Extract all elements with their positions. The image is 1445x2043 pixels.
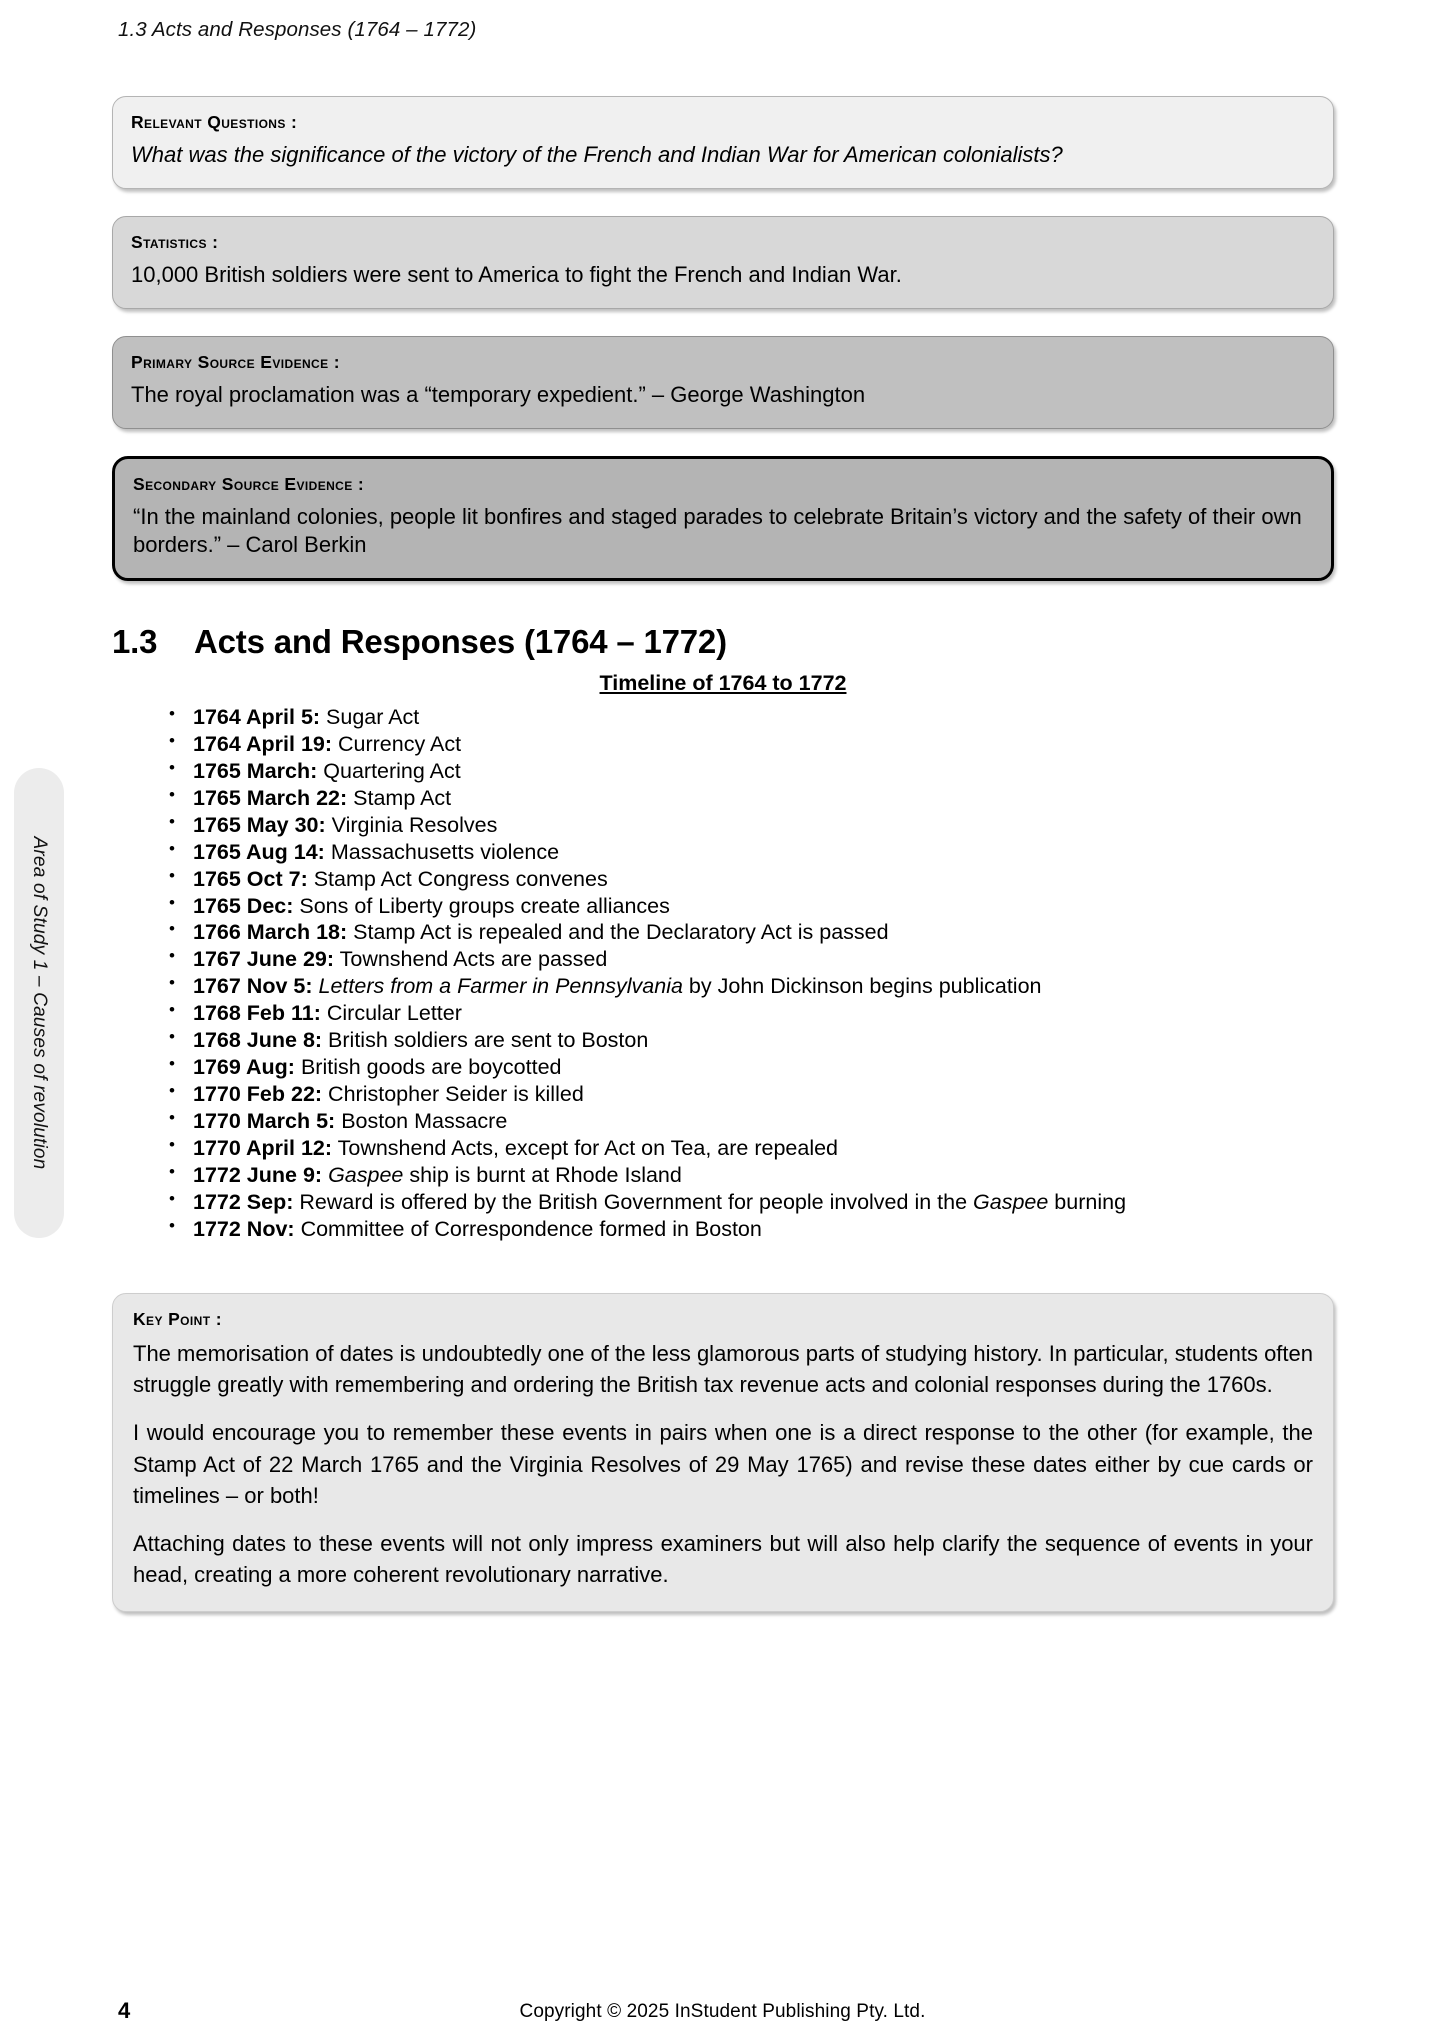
key-point-wrapper (112, 1293, 1334, 1612)
section-number: 1.3 (112, 622, 158, 660)
timeline-item (167, 893, 1334, 920)
timeline-item-text: Sugar Act (320, 704, 420, 729)
timeline-item-text: Reward is offered by the British Government for people involved in the Gaspee burning (293, 1189, 1127, 1214)
timeline-list (112, 704, 1334, 1243)
timeline-item (167, 1081, 1334, 1108)
key-point-paragraph-2: I would encourage you to remember these events in pairs when one is a direct response to the other (for example, the Stamp Act of 22 March 1765 and the Virginia Resolves of 29 May 1765) and revise these dates either by cue cards or timelines – or both! (133, 1420, 1313, 1508)
callout-primary-source-evidence (112, 336, 1334, 429)
timeline-title: Timeline of 1764 to 1772 (599, 670, 847, 695)
timeline-item (167, 812, 1334, 839)
timeline-item-text: British soldiers are sent to Boston (322, 1028, 649, 1053)
timeline-item-date: 1765 Dec: (193, 893, 294, 918)
callout-label-key-point: Key Point : (133, 1308, 222, 1329)
timeline-item (167, 919, 1334, 946)
timeline-item-text: Stamp Act Congress convenes (307, 866, 608, 891)
timeline-item-text: Gaspee ship is burnt at Rhode Island (328, 1162, 682, 1187)
timeline-item (167, 866, 1334, 893)
timeline-item (167, 946, 1334, 973)
area-of-study-side-tab (14, 768, 64, 1238)
callout-label-statistics: Statistics : (131, 231, 219, 252)
running-header: 1.3 Acts and Responses (1764 – 1772) (118, 18, 477, 41)
callout-body-relevant-questions: What was the significance of the victory of the French and Indian War for American colonialists? (131, 142, 1063, 168)
timeline-item-date: 1765 March: (193, 758, 318, 783)
timeline-item (167, 1000, 1334, 1027)
side-tab-label: Area of Study 1 – Causes of revolution (29, 836, 50, 1170)
timeline-item (167, 758, 1334, 785)
timeline-item-text: Committee of Correspondence formed in Boston (294, 1216, 762, 1241)
timeline-item-date: 1770 April 12: (193, 1135, 333, 1160)
section-title: Acts and Responses (1764 – 1772) (194, 622, 727, 660)
timeline-item (167, 731, 1334, 758)
timeline-item-date: 1769 Aug: (193, 1055, 295, 1080)
timeline-item (167, 839, 1334, 866)
timeline-item (167, 973, 1334, 1000)
key-point-paragraph-3: Attaching dates to these events will not only impress examiners but will also help clarify the sequence of events in your head, creating a more coherent revolutionary narrative. (133, 1531, 1313, 1588)
page-content (112, 96, 1334, 1639)
timeline-item-text: Massachusetts violence (324, 839, 560, 864)
timeline-item-date: 1765 May 30: (193, 812, 326, 837)
timeline-item-text: Sons of Liberty groups create alliances (293, 893, 670, 918)
timeline-item-text: Boston Massacre (335, 1109, 508, 1134)
callout-body-secondary-source-evidence: “In the mainland colonies, people lit bonfires and staged parades to celebrate Britain’s victory and the safety of their own borders.” – Carol Berkin (133, 503, 1302, 558)
timeline-item-date: 1772 Nov: (193, 1216, 295, 1241)
timeline-item (167, 785, 1334, 812)
callout-body-statistics: 10,000 British soldiers were sent to America to fight the French and Indian War. (131, 262, 902, 288)
timeline-item (167, 1027, 1334, 1054)
timeline-item (167, 1162, 1334, 1189)
callout-label-secondary-source-evidence: Secondary Source Evidence : (133, 473, 365, 494)
callout-key-point (112, 1293, 1334, 1612)
timeline-item-text: Currency Act (332, 731, 462, 756)
timeline-item-text: Virginia Resolves (325, 812, 498, 837)
timeline-item (167, 704, 1334, 731)
timeline-item (167, 1108, 1334, 1135)
timeline-item-text: Letters from a Farmer in Pennsylvania by John Dickinson begins publication (318, 974, 1042, 999)
callout-label-relevant-questions: Relevant Questions : (131, 112, 298, 132)
page-footer (0, 1998, 1445, 2028)
timeline-item (167, 1189, 1334, 1216)
timeline-item-date: 1765 Oct 7: (193, 866, 308, 891)
timeline-item-text: Townshend Acts are passed (334, 947, 608, 972)
callout-statistics (112, 216, 1334, 309)
timeline-item-date: 1767 June 29: (193, 947, 335, 972)
timeline-item-text: Quartering Act (317, 758, 461, 783)
callout-relevant-questions (112, 96, 1334, 189)
section-heading (112, 623, 1334, 661)
timeline-item-text: Townshend Acts, except for Act on Tea, are repealed (332, 1135, 839, 1160)
timeline-item-date: 1764 April 19: (193, 731, 333, 756)
timeline-item (167, 1216, 1334, 1243)
timeline-item-date: 1770 Feb 22: (193, 1082, 323, 1107)
timeline-item (167, 1135, 1334, 1162)
timeline-item-date: 1772 Sep: (193, 1189, 294, 1214)
page-number: 4 (118, 1998, 131, 2023)
timeline-item-date: 1768 June 8: (193, 1028, 323, 1053)
timeline-item-date: 1770 March 5: (193, 1109, 336, 1134)
timeline-item (167, 1054, 1334, 1081)
timeline-item-date: 1767 Nov 5: (193, 974, 313, 999)
timeline-item-date: 1765 March 22: (193, 785, 348, 810)
callout-label-primary-source-evidence: Primary Source Evidence : (131, 351, 340, 372)
timeline-item-date: 1772 June 9: (193, 1162, 323, 1187)
timeline-item-text: Stamp Act is repealed and the Declaratory Act is passed (347, 920, 889, 945)
timeline-item-text: British goods are boycotted (294, 1055, 562, 1080)
timeline-item-date: 1764 April 5: (193, 704, 321, 729)
timeline-item-date: 1765 Aug 14: (193, 839, 325, 864)
callout-body-primary-source-evidence: The royal proclamation was a “temporary expedient.” – George Washington (131, 381, 866, 407)
callout-secondary-source-evidence (112, 456, 1334, 581)
timeline-item-text: Christopher Seider is killed (322, 1082, 584, 1107)
timeline-item-date: 1766 March 18: (193, 920, 348, 945)
key-point-paragraph-1: The memorisation of dates is undoubtedly one of the less glamorous parts of studying history. In particular, students often struggle greatly with remembering and ordering the British tax revenue acts and colonial responses during the 1760s. (133, 1340, 1313, 1398)
timeline-item-text: Stamp Act (347, 785, 452, 810)
timeline-item-date: 1768 Feb 11: (193, 1001, 321, 1026)
copyright-notice: Copyright © 2025 InStudent Publishing Pty. Ltd. (519, 2001, 926, 2022)
timeline-item-text: Circular Letter (320, 1001, 462, 1026)
